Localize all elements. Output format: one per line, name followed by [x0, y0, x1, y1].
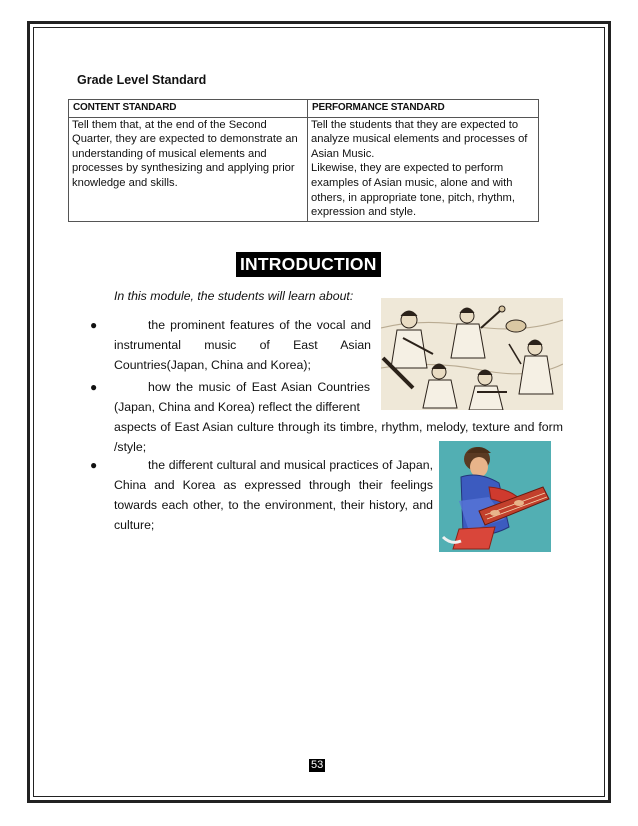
zither-player-illustration	[439, 441, 551, 552]
content-standard-cell	[69, 117, 308, 221]
performance-standard-text-2: Likewise, they are expected to perform examples of Asian music, alone and with others, in appropriate tone, pitch, rhythm, expression and style.	[311, 162, 515, 219]
bullet-text: how the music of East Asian Countries (Japan, China and Korea) reflect the different	[114, 380, 370, 414]
table-row	[69, 117, 539, 221]
page-number: 53	[311, 759, 324, 771]
bullet-text: the different cultural and musical practices of Japan, China and Korea as expressed through their feelings towards each other, to the environment, their history, and culture;	[114, 458, 433, 532]
content-standard-header: CONTENT STANDARD	[69, 100, 308, 118]
intro-lead-text: In this module, the students will learn about:	[114, 289, 354, 303]
list-item	[90, 455, 433, 535]
bullet-text: the prominent features of the vocal and instrumental music of East Asian Countries(Japan, China and Korea);	[114, 318, 371, 372]
performance-standard-header: PERFORMANCE STANDARD	[308, 100, 539, 118]
performance-standard-text-1: Tell the students that they are expected to analyze musical elements and processes of Asian Music.	[311, 118, 528, 160]
bullet-icon: ●	[90, 380, 98, 394]
table-header-row	[69, 100, 539, 118]
bullet-icon: ●	[90, 458, 98, 472]
standards-table	[68, 99, 539, 222]
bullet-icon: ●	[90, 318, 98, 332]
list-item	[90, 315, 371, 375]
musicians-illustration	[381, 298, 563, 410]
content-standard-text: Tell them that, at the end of the Second Quarter, they are expected to demonstrate an understanding of musical elements and processes by synthesizing and applying prior knowledge and skills.	[72, 118, 298, 189]
performance-standard-cell	[308, 117, 539, 221]
bullet-text-continued: aspects of East Asian culture through its timbre, rhythm, melody, texture and form /style;	[114, 420, 563, 454]
section-heading: Grade Level Standard	[77, 73, 207, 87]
introduction-title: INTRODUCTION	[237, 253, 380, 276]
